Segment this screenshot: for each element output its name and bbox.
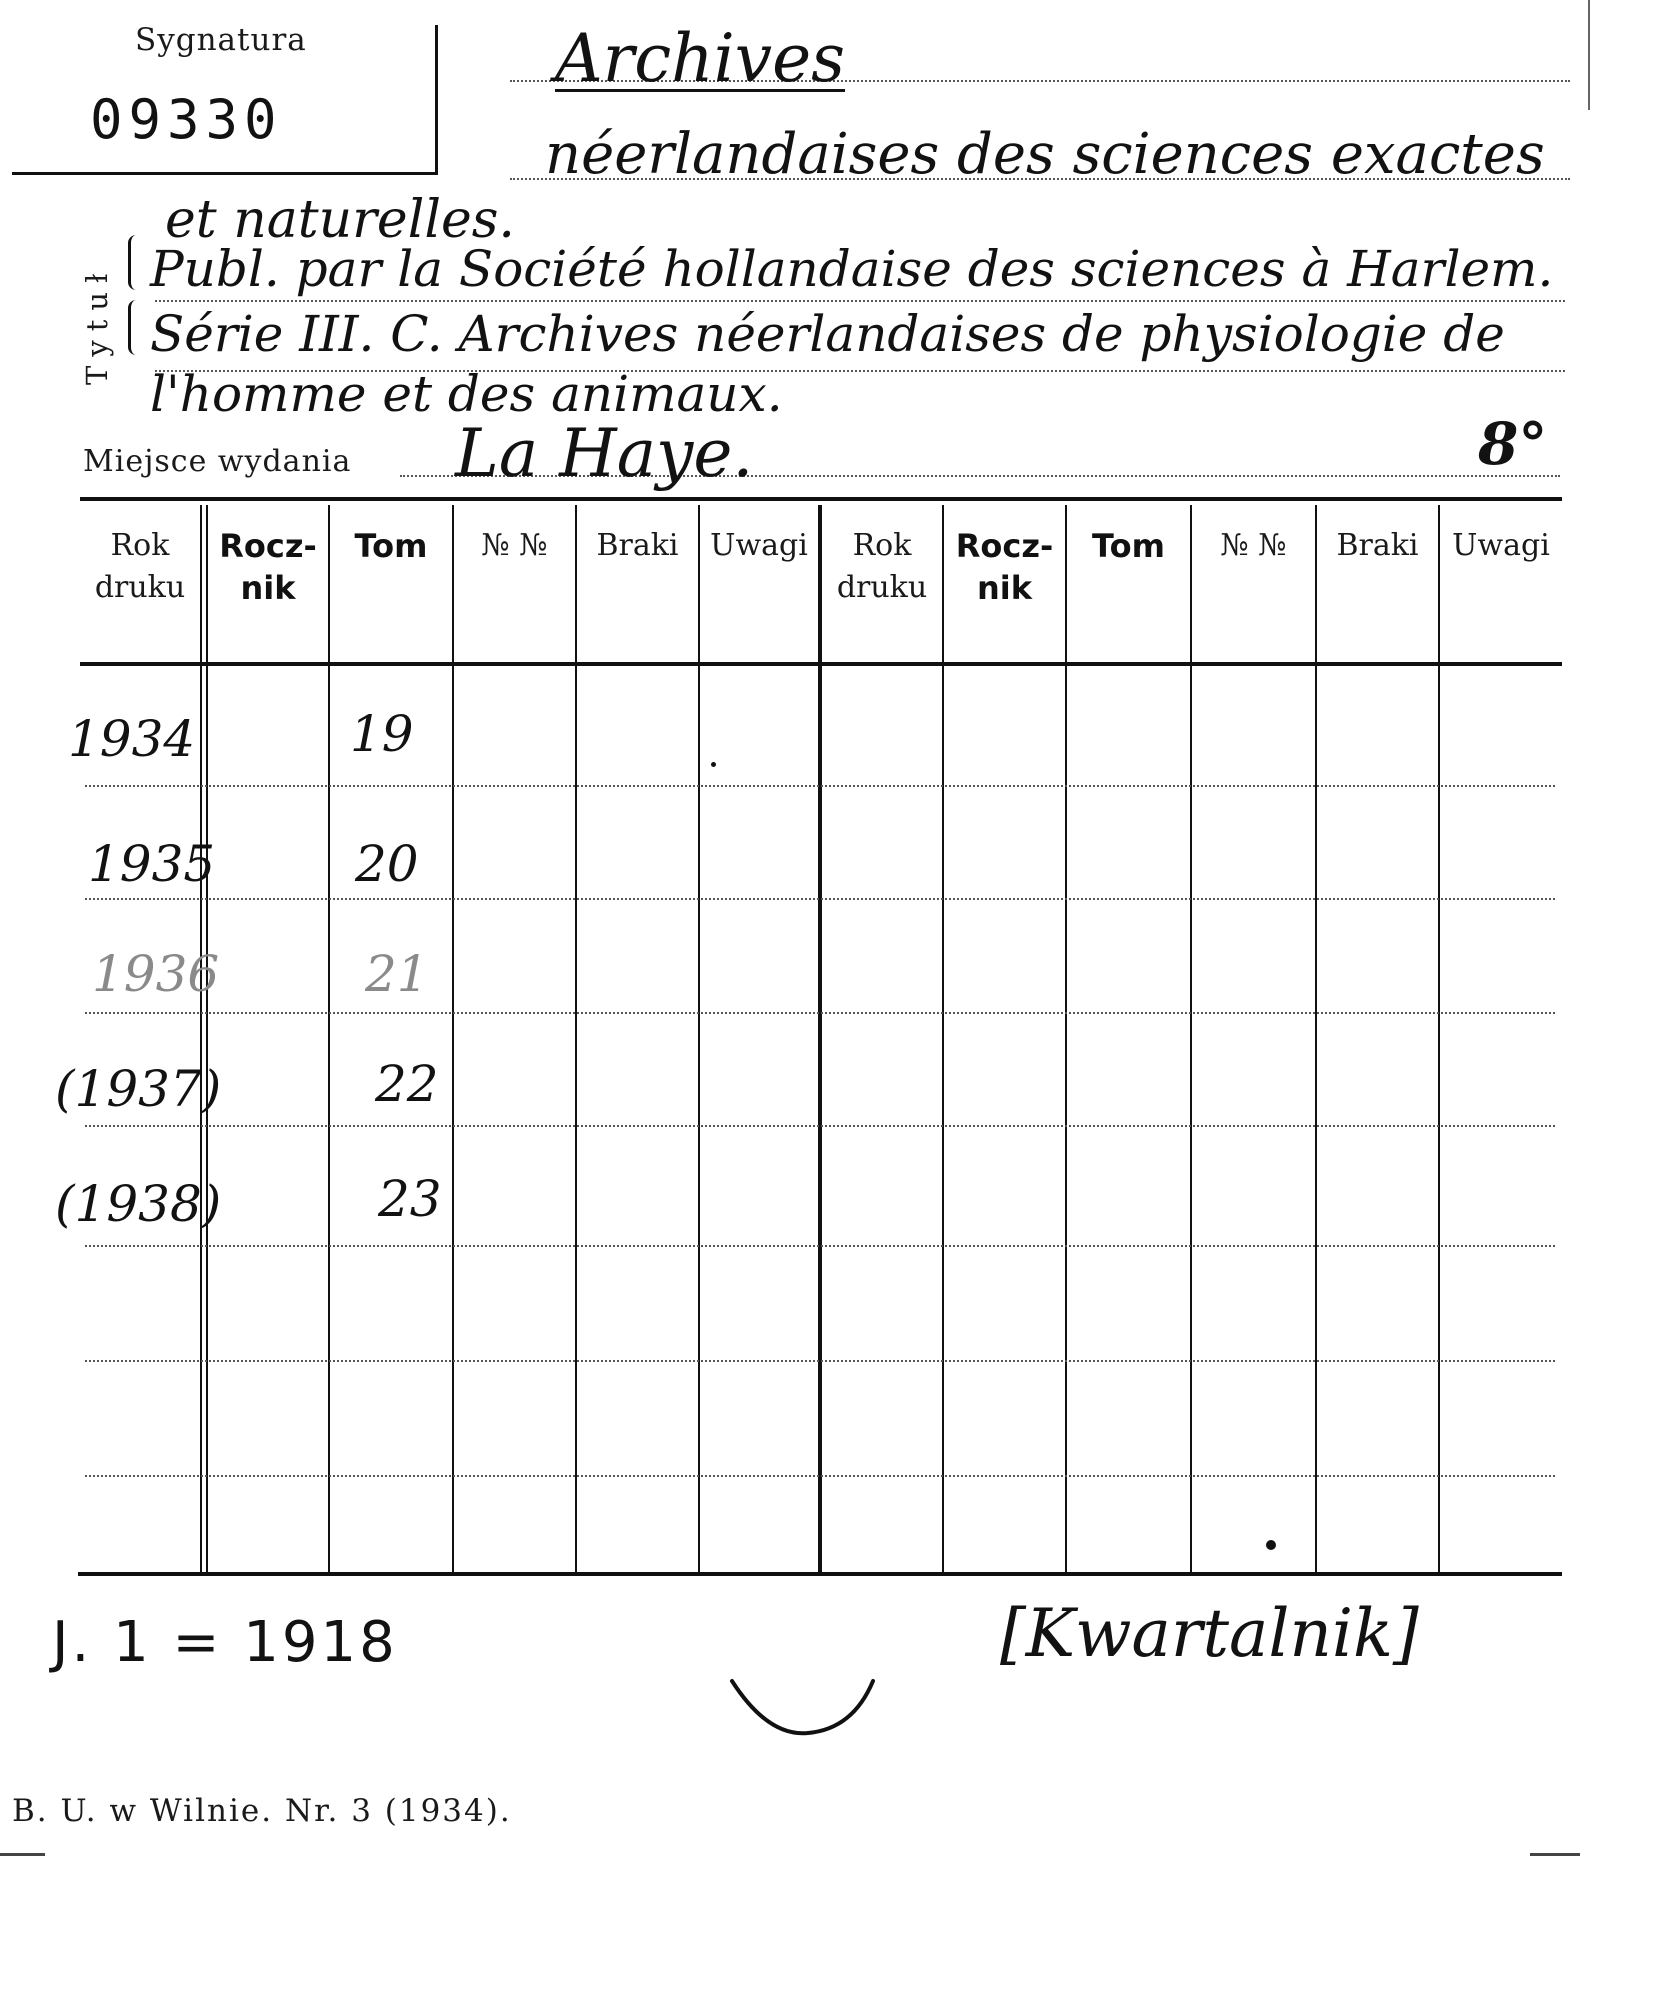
title-brace — [128, 300, 141, 355]
first-volume-note: J. 1 = 1918 — [52, 1610, 398, 1675]
header-braki: Braki — [596, 528, 679, 563]
printer-imprint: B. U. w Wilnie. Nr. 3 (1934). — [12, 1793, 512, 1829]
title-line-5: Série III. C. Archives néerlandaises de physiologie de — [150, 305, 1505, 363]
table-row-volume: 21 — [365, 945, 429, 1003]
table-bottom-rule — [78, 1572, 1562, 1576]
header-tom: Tom — [354, 527, 428, 565]
column-divider — [698, 505, 700, 1572]
title-dotted-line — [155, 300, 1565, 302]
hand-drawn-curve — [728, 1675, 878, 1745]
title-line-4: Publ. par la Société hollandaise des sciences à Harlem. — [150, 240, 1554, 298]
title-line-6: l'homme et des animaux. — [150, 365, 783, 423]
row-dotted-line — [85, 1125, 1555, 1127]
column-divider — [200, 505, 202, 1572]
header-rok-druku: Rok druku — [94, 528, 186, 605]
table-row-year: 1936 — [92, 945, 220, 1003]
ink-dot — [1266, 1540, 1276, 1550]
column-divider — [575, 505, 577, 1572]
table-top-rule — [80, 497, 1562, 501]
header-uwagi-2: Uwagi — [1452, 528, 1550, 563]
edge-mark — [0, 1853, 45, 1856]
header-rocznik-2: Rocz- nik — [955, 527, 1054, 607]
title-line-1: Archives — [555, 20, 846, 97]
column-divider — [1190, 505, 1192, 1572]
signature-label: Sygnatura — [135, 22, 307, 58]
header-numbers-2: № № — [1220, 528, 1287, 563]
format-value: 8° — [1478, 410, 1548, 478]
table-row-volume: 20 — [355, 835, 419, 893]
column-divider — [328, 505, 330, 1572]
header-braki-2: Braki — [1336, 528, 1419, 563]
title-line-3: et naturelles. — [165, 190, 515, 250]
title-line-2: néerlandaises des sciences exactes — [545, 122, 1545, 187]
table-row-year: 1934 — [68, 710, 196, 768]
header-rocznik: Rocz- nik — [219, 527, 317, 607]
place-value: La Haye. — [455, 415, 754, 492]
header-uwagi: Uwagi — [710, 528, 808, 563]
header-rok-druku-2: Rok druku — [836, 528, 928, 605]
table-row-year: (1938) — [55, 1175, 222, 1233]
table-row-year: (1937) — [55, 1060, 222, 1118]
table-row-volume: 19 — [350, 705, 414, 763]
edge-mark — [1588, 0, 1590, 110]
ink-dot — [711, 762, 716, 767]
frequency-note: [Kwartalnik] — [1000, 1595, 1419, 1672]
signature-box-right-rule — [435, 25, 438, 175]
column-divider — [1438, 505, 1440, 1572]
column-divider — [206, 505, 208, 1572]
header-tom-2: Tom — [1092, 527, 1165, 565]
signature-value: 09330 — [90, 88, 283, 151]
row-dotted-line — [85, 1012, 1555, 1014]
table-row-volume: 23 — [378, 1170, 442, 1228]
row-dotted-line — [85, 785, 1555, 787]
column-divider — [1065, 505, 1067, 1572]
header-numbers: № № — [481, 528, 548, 563]
column-divider-center — [818, 505, 822, 1572]
column-divider — [1315, 505, 1317, 1572]
row-dotted-line — [85, 1475, 1555, 1477]
column-divider — [942, 505, 944, 1572]
signature-box-bottom-rule — [12, 172, 437, 175]
column-divider — [452, 505, 454, 1572]
place-label: Miejsce wydania — [83, 444, 352, 479]
table-row-volume: 22 — [375, 1055, 439, 1113]
row-dotted-line — [85, 1360, 1555, 1362]
row-dotted-line — [85, 898, 1555, 900]
title-brace — [128, 235, 141, 290]
row-dotted-line — [85, 1245, 1555, 1247]
edge-mark — [1530, 1853, 1580, 1856]
table-row-year: 1935 — [88, 835, 216, 893]
title-side-label: Tytuł — [80, 264, 114, 385]
